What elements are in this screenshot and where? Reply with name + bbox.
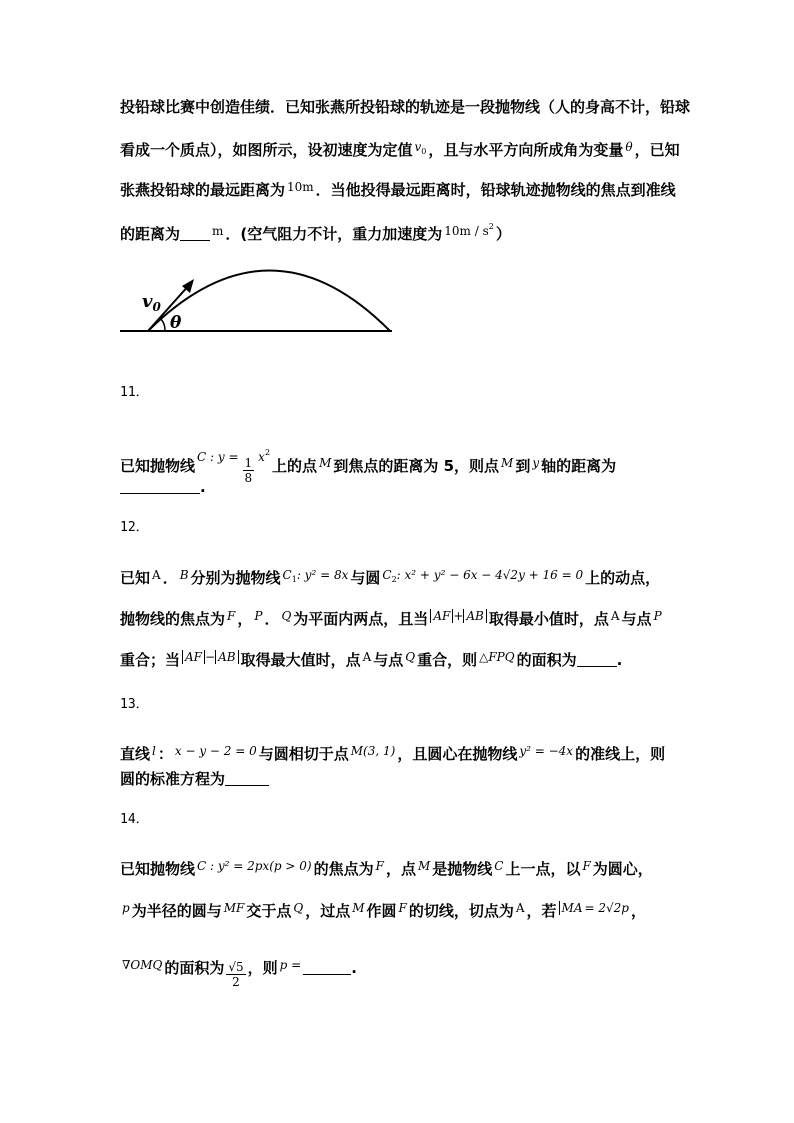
answer-blank (120, 479, 200, 494)
q12-text: 重合，则 (417, 651, 478, 669)
math-C1: C1: y² = 8x (282, 568, 349, 584)
math-l: l (152, 744, 156, 758)
math-eq: C : y = (197, 450, 239, 464)
question-number: 12． (120, 520, 149, 535)
q12-text: 已知 (120, 569, 151, 587)
q13-line-2 (120, 768, 269, 790)
q11-text: 上的点 (272, 457, 318, 475)
q10-text: 看成一个质点），如图所示，设初速度为定值 (120, 141, 413, 159)
math-distance: 10m (287, 180, 314, 194)
q14-text: 为半径的圆与 (131, 902, 222, 920)
q12-text: 取得最小值时，点 (488, 610, 609, 628)
q13-text: 的准线上，则 (575, 745, 666, 763)
q10-text: ．当他投得最远距离时，铅球轨迹抛物线的焦点到准线 (315, 181, 676, 199)
math-M: M (352, 901, 365, 915)
math-P: P (653, 609, 662, 623)
theta-label: θ (170, 313, 182, 333)
math-Q: Q (293, 901, 304, 915)
math-triangle: △FPQ (479, 650, 515, 664)
math-F: F (227, 609, 236, 623)
q10-text: ．(空气阻力不计，重力加速度为 (225, 225, 443, 243)
q14-line-2 (120, 897, 646, 922)
math-p: p (122, 901, 130, 915)
math-abs-diff: AF − AB (182, 650, 239, 664)
q14-text: . (351, 959, 357, 977)
q11-text: 到 (515, 457, 531, 475)
q11-text: 轴的距离为 (541, 457, 617, 475)
q14-text: 作圆 (366, 902, 397, 920)
trajectory-arc (148, 271, 390, 332)
math-A: A (152, 568, 161, 582)
q14-text: 的切线，切点为 (408, 902, 514, 920)
q10-text: ，且与水平方向所成角为变量 (428, 141, 624, 159)
math-parabola: y² = −4x (519, 744, 574, 758)
q14-text: 的面积为 (164, 959, 225, 977)
q14-text: ，过点 (305, 902, 351, 920)
q10-line-2 (120, 136, 680, 163)
q12-line-3 (120, 646, 622, 671)
q14-text: 已知抛物线 (120, 860, 196, 878)
q13-text: ： (157, 745, 173, 763)
answer-blank (303, 960, 351, 975)
q14-line-3 (120, 950, 357, 989)
math-p-eq: p = (279, 958, 302, 972)
q13-text: ，且圆心在抛物线 (397, 745, 518, 763)
q10-line-4 (120, 216, 511, 245)
q12-text: 与点 (373, 651, 404, 669)
math-MA: MA = 2√2p (559, 901, 629, 915)
q11-line-2 (120, 476, 206, 498)
math-M: M (417, 859, 431, 873)
q14-text: ，则 (247, 959, 278, 977)
q10-text: 投铅球比赛中创造佳绩．已知张燕所投铅球的轨迹是一段抛物线（人的身高不计，铅球 (120, 98, 691, 116)
math-x2: x2 (258, 448, 271, 464)
math-P: P (254, 609, 263, 623)
q12-text: 与点 (621, 610, 652, 628)
math-abs-sum: AF + AB (430, 609, 487, 623)
math-y: y (532, 456, 540, 470)
math-C: C (494, 859, 504, 873)
math-triangle: ∇OMQ (122, 958, 163, 972)
q13-text: 圆的标准方程为 (120, 770, 226, 788)
q13-text: 与圆相切于点 (258, 745, 349, 763)
math-B: B (179, 568, 189, 582)
q11-text: 已知抛物线 (120, 457, 196, 475)
math-F: F (582, 859, 591, 873)
q14-text: ，若 (526, 902, 557, 920)
math-A: A (515, 901, 525, 915)
q14-text: ， (630, 902, 646, 920)
math-v0: v0 (414, 140, 427, 156)
q10-line-1 (120, 96, 690, 118)
q12-text: 分别为抛物线 (190, 569, 281, 587)
q11-text: . (200, 478, 206, 496)
q12-text: ． (264, 610, 280, 628)
q12-text: . (616, 651, 623, 669)
q10-text: ） (495, 225, 511, 243)
q12-text: ， (237, 610, 253, 628)
math-Q: Q (405, 650, 416, 664)
q10-line-3 (120, 176, 676, 201)
q12-text: 取得最大值时，点 (240, 651, 361, 669)
math-F: F (375, 859, 384, 873)
q12-text: 上的动点， (585, 569, 661, 587)
q12-line-1 (120, 564, 660, 591)
q12-text: ． (162, 569, 178, 587)
math-line-eq: x − y − 2 = 0 (174, 744, 257, 758)
projectile-figure (110, 262, 410, 342)
math-MF: MF (223, 901, 245, 915)
q11-text: 到焦点的距离为 5，则点 (333, 457, 500, 475)
q14-text: 是抛物线 (432, 860, 493, 878)
math-parabola: C : y² = 2px(p > 0) (197, 859, 312, 873)
q14-line-1 (120, 855, 653, 880)
math-M: M (501, 456, 514, 470)
math-theta: θ (625, 140, 633, 154)
math-Q: Q (281, 609, 292, 623)
q13-line-1 (120, 740, 665, 765)
q10-text: 张燕投铅球的最远距离为 (120, 181, 286, 199)
q10-text: 的距离为 (120, 225, 181, 243)
q14-text: 的焦点为 (313, 860, 374, 878)
q14-text: 为圆心， (592, 860, 653, 878)
q14-text: ，点 (385, 860, 416, 878)
q12-text: 抛物线的焦点为 (120, 610, 226, 628)
question-number: 14． (120, 812, 149, 827)
question-number: 13． (120, 697, 149, 712)
q12-line-2 (120, 605, 664, 630)
math-fraction: $\frac{√5}{2}$ (228, 960, 244, 989)
math-C2: C2: x² + y² − 6x − 4√2y + 16 = 0 (382, 568, 584, 584)
answer-blank (180, 226, 210, 241)
math-F: F (398, 901, 407, 915)
answer-blank (225, 771, 269, 786)
question-number: 11． (120, 385, 149, 400)
q14-text: 上一点，以 (505, 860, 581, 878)
q12-text: 为平面内两点，且当 (293, 610, 429, 628)
math-gravity: 10m / s2 (444, 222, 494, 238)
q12-text: 与圆 (350, 569, 381, 587)
math-fraction: $\frac{1}{8}$ (244, 456, 253, 485)
q13-text: 直线 (120, 745, 151, 763)
math-unit: m (212, 224, 224, 238)
q14-text: 交于点 (246, 902, 292, 920)
v0-label: $v_0$ (142, 291, 161, 314)
math-M: M (319, 456, 332, 470)
math-A: A (362, 650, 372, 664)
math-point-M: M(3, 1) (350, 744, 396, 758)
q10-text: ，已知 (634, 141, 680, 159)
q12-text: 重合；当 (120, 651, 181, 669)
math-A: A (610, 609, 620, 623)
answer-blank (577, 652, 617, 667)
q12-text: 的面积为 (516, 651, 577, 669)
